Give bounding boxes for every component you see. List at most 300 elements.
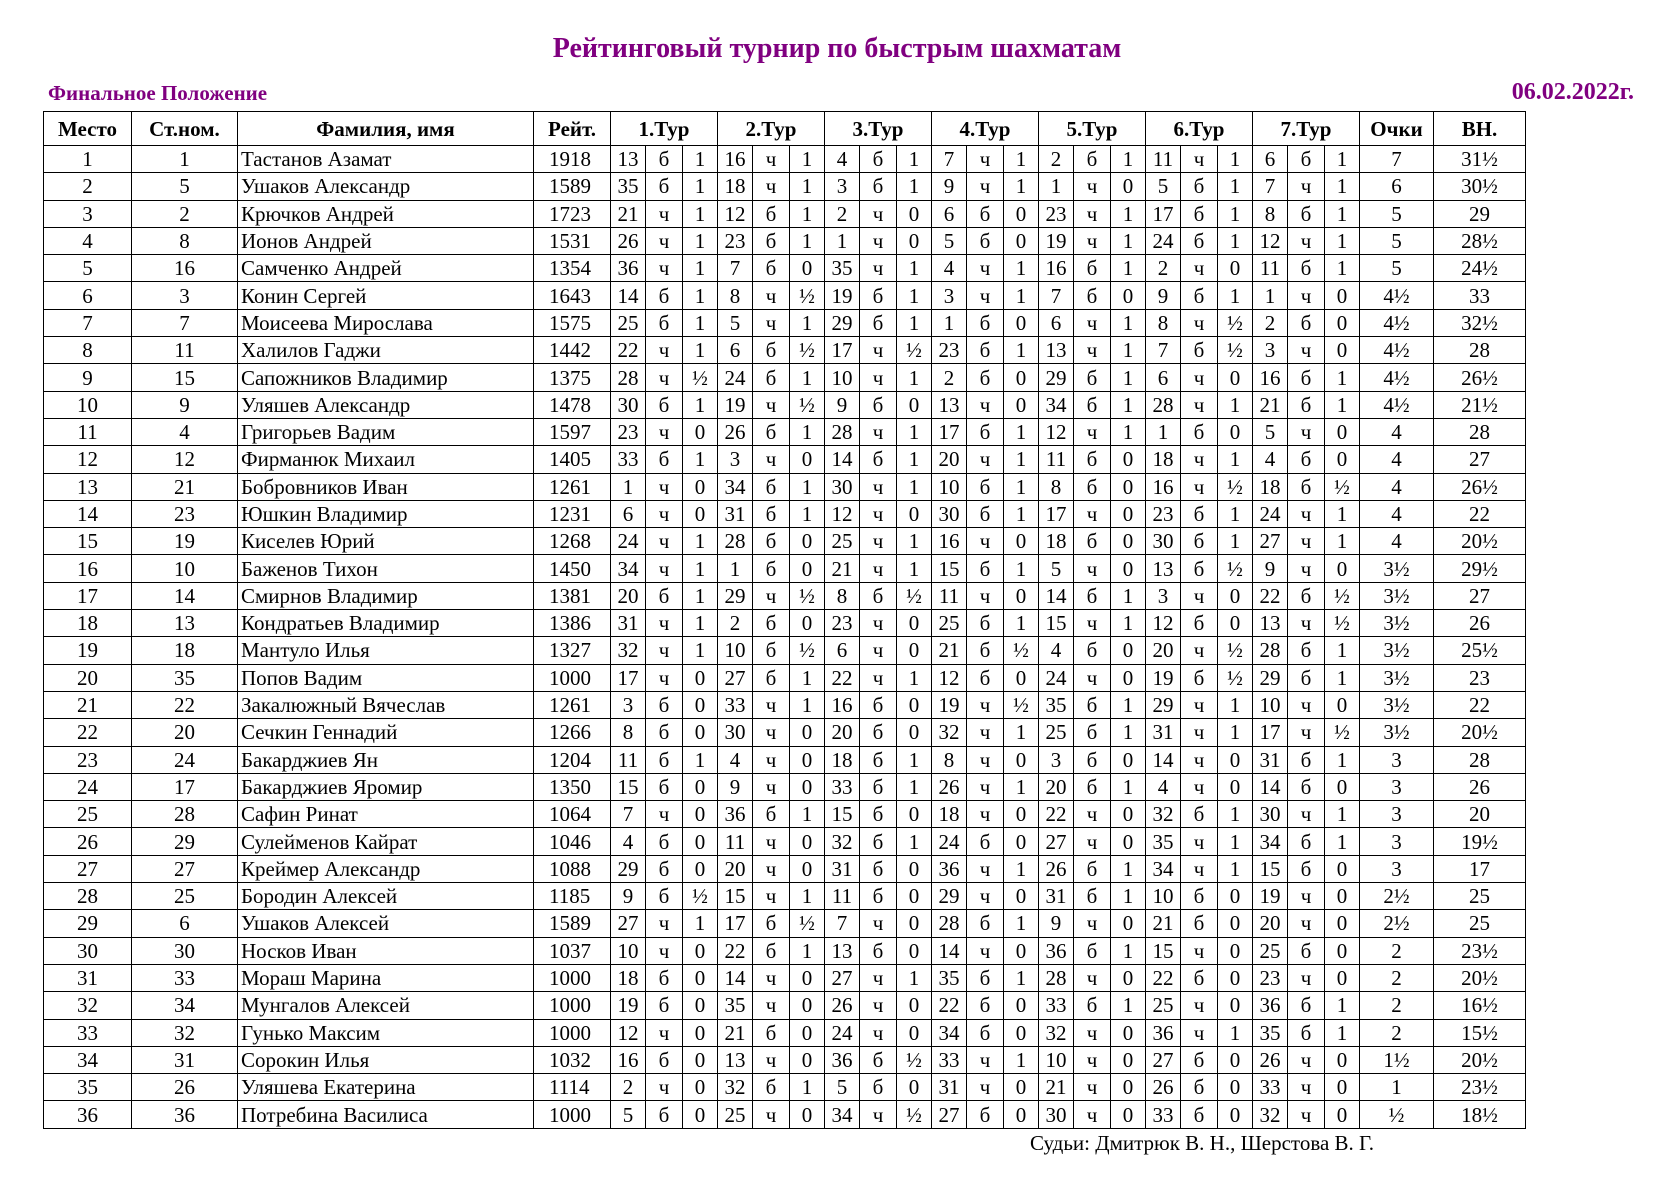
rating-cell: 1000 (534, 992, 611, 1019)
round-2-opponent-cell: 13 (718, 1046, 753, 1073)
round-3-color-cell: ч (860, 364, 897, 391)
round-3-result-cell: 1 (897, 828, 932, 855)
round-1-color-cell: ч (646, 610, 683, 637)
round-7-opponent-cell: 24 (1253, 500, 1288, 527)
start-number-cell: 11 (132, 337, 238, 364)
round-6-color-cell: ч (1181, 828, 1218, 855)
round-6-opponent-cell: 35 (1146, 828, 1181, 855)
round-7-opponent-cell: 10 (1253, 691, 1288, 718)
place-cell: 3 (44, 200, 132, 227)
round-3-color-cell: б (860, 309, 897, 336)
round-3-opponent-cell: 20 (825, 719, 860, 746)
round-2-color-cell: ч (753, 582, 790, 609)
header-rating: Рейт. (534, 112, 611, 146)
round-6-result-cell: 1 (1218, 855, 1253, 882)
round-5-opponent-cell: 6 (1039, 309, 1074, 336)
round-6-opponent-cell: 22 (1146, 964, 1181, 991)
round-1-result-cell: 1 (683, 337, 718, 364)
round-3-opponent-cell: 35 (825, 255, 860, 282)
round-1-color-cell: ч (646, 255, 683, 282)
round-4-opponent-cell: 8 (932, 746, 967, 773)
rating-cell: 1643 (534, 282, 611, 309)
points-cell: 4 (1360, 528, 1434, 555)
round-3-color-cell: б (860, 691, 897, 718)
round-1-color-cell: б (646, 309, 683, 336)
table-row (44, 719, 1526, 746)
round-4-result-cell: ½ (1004, 637, 1039, 664)
round-4-opponent-cell: 31 (932, 1074, 967, 1101)
round-1-result-cell: 0 (683, 719, 718, 746)
round-7-result-cell: 0 (1325, 883, 1360, 910)
table-row (44, 801, 1526, 828)
table-row (44, 773, 1526, 800)
round-7-opponent-cell: 7 (1253, 173, 1288, 200)
round-3-opponent-cell: 8 (825, 582, 860, 609)
round-4-result-cell: 0 (1004, 227, 1039, 254)
round-4-result-cell: 0 (1004, 364, 1039, 391)
round-2-color-cell: б (753, 937, 790, 964)
round-3-result-cell: 1 (897, 473, 932, 500)
round-6-opponent-cell: 9 (1146, 282, 1181, 309)
round-4-color-cell: ч (967, 391, 1004, 418)
round-4-opponent-cell: 28 (932, 910, 967, 937)
player-name-cell: Бородин Алексей (238, 883, 534, 910)
round-2-result-cell: 0 (790, 555, 825, 582)
round-2-result-cell: 1 (790, 418, 825, 445)
round-5-color-cell: б (1074, 473, 1111, 500)
round-5-color-cell: б (1074, 855, 1111, 882)
round-2-color-cell: б (753, 473, 790, 500)
round-1-opponent-cell: 9 (611, 883, 646, 910)
round-3-color-cell: ч (860, 418, 897, 445)
round-3-opponent-cell: 2 (825, 200, 860, 227)
round-5-result-cell: 1 (1111, 855, 1146, 882)
round-7-result-cell: ½ (1325, 582, 1360, 609)
round-4-result-cell: 1 (1004, 500, 1039, 527)
rating-cell: 1000 (534, 1019, 611, 1046)
round-4-color-cell: ч (967, 719, 1004, 746)
rating-cell: 1405 (534, 446, 611, 473)
player-name-cell: Потребина Василиса (238, 1101, 534, 1128)
place-cell: 16 (44, 555, 132, 582)
table-row (44, 418, 1526, 445)
round-3-result-cell: 0 (897, 610, 932, 637)
round-2-opponent-cell: 27 (718, 664, 753, 691)
round-7-opponent-cell: 20 (1253, 910, 1288, 937)
round-7-color-cell: ч (1288, 691, 1325, 718)
round-7-opponent-cell: 14 (1253, 773, 1288, 800)
place-cell: 6 (44, 282, 132, 309)
round-6-opponent-cell: 36 (1146, 1019, 1181, 1046)
round-3-result-cell: 1 (897, 746, 932, 773)
round-7-opponent-cell: 15 (1253, 855, 1288, 882)
round-4-opponent-cell: 35 (932, 964, 967, 991)
round-4-color-cell: б (967, 664, 1004, 691)
round-2-result-cell: 0 (790, 1101, 825, 1128)
round-6-result-cell: 1 (1218, 446, 1253, 473)
round-3-opponent-cell: 36 (825, 1046, 860, 1073)
place-cell: 9 (44, 364, 132, 391)
round-5-opponent-cell: 14 (1039, 582, 1074, 609)
round-2-result-cell: 0 (790, 255, 825, 282)
table-row (44, 964, 1526, 991)
round-4-color-cell: ч (967, 146, 1004, 173)
round-5-opponent-cell: 4 (1039, 637, 1074, 664)
place-cell: 13 (44, 473, 132, 500)
round-7-opponent-cell: 27 (1253, 528, 1288, 555)
round-3-color-cell: ч (860, 610, 897, 637)
rating-cell: 1450 (534, 555, 611, 582)
rating-cell: 1350 (534, 773, 611, 800)
round-7-color-cell: ч (1288, 1046, 1325, 1073)
round-5-color-cell: ч (1074, 500, 1111, 527)
round-3-result-cell: 1 (897, 528, 932, 555)
round-7-color-cell: б (1288, 391, 1325, 418)
round-7-result-cell: 0 (1325, 910, 1360, 937)
round-2-opponent-cell: 4 (718, 746, 753, 773)
player-name-cell: Халилов Гаджи (238, 337, 534, 364)
round-3-color-cell: ч (860, 337, 897, 364)
round-7-opponent-cell: 2 (1253, 309, 1288, 336)
round-3-color-cell: б (860, 883, 897, 910)
start-number-cell: 33 (132, 964, 238, 991)
start-number-cell: 16 (132, 255, 238, 282)
round-5-result-cell: 0 (1111, 1101, 1146, 1128)
tiebreak-cell: 26½ (1434, 473, 1526, 500)
round-2-color-cell: ч (753, 883, 790, 910)
tiebreak-cell: 26 (1434, 610, 1526, 637)
rating-cell: 1231 (534, 500, 611, 527)
round-5-result-cell: 1 (1111, 773, 1146, 800)
round-1-opponent-cell: 27 (611, 910, 646, 937)
round-4-result-cell: ½ (1004, 691, 1039, 718)
round-4-result-cell: 0 (1004, 1019, 1039, 1046)
round-6-opponent-cell: 6 (1146, 364, 1181, 391)
round-4-opponent-cell: 5 (932, 227, 967, 254)
round-4-opponent-cell: 11 (932, 582, 967, 609)
round-3-color-cell: ч (860, 227, 897, 254)
round-1-result-cell: 0 (683, 691, 718, 718)
player-name-cell: Бакарджиев Яромир (238, 773, 534, 800)
round-3-result-cell: 0 (897, 200, 932, 227)
round-3-result-cell: 0 (897, 391, 932, 418)
round-6-opponent-cell: 20 (1146, 637, 1181, 664)
round-2-opponent-cell: 24 (718, 364, 753, 391)
table-row (44, 391, 1526, 418)
round-7-opponent-cell: 34 (1253, 828, 1288, 855)
points-cell: 2½ (1360, 910, 1434, 937)
round-7-result-cell: 1 (1325, 391, 1360, 418)
player-name-cell: Бобровников Иван (238, 473, 534, 500)
round-4-result-cell: 0 (1004, 746, 1039, 773)
round-5-color-cell: б (1074, 528, 1111, 555)
round-6-opponent-cell: 30 (1146, 528, 1181, 555)
round-4-color-cell: б (967, 637, 1004, 664)
round-3-result-cell: 1 (897, 446, 932, 473)
round-1-opponent-cell: 34 (611, 555, 646, 582)
points-cell: 3 (1360, 746, 1434, 773)
round-5-color-cell: ч (1074, 200, 1111, 227)
round-5-opponent-cell: 35 (1039, 691, 1074, 718)
round-1-result-cell: 0 (683, 1019, 718, 1046)
points-cell: 3½ (1360, 664, 1434, 691)
round-5-color-cell: ч (1074, 227, 1111, 254)
round-3-color-cell: б (860, 1074, 897, 1101)
points-cell: 3½ (1360, 719, 1434, 746)
round-7-color-cell: ч (1288, 555, 1325, 582)
round-4-color-cell: ч (967, 255, 1004, 282)
tiebreak-cell: 19½ (1434, 828, 1526, 855)
place-cell: 21 (44, 691, 132, 718)
round-1-result-cell: 1 (683, 255, 718, 282)
round-5-opponent-cell: 7 (1039, 282, 1074, 309)
round-2-result-cell: 0 (790, 446, 825, 473)
round-3-opponent-cell: 15 (825, 801, 860, 828)
round-5-color-cell: ч (1074, 1101, 1111, 1128)
tiebreak-cell: 28 (1434, 337, 1526, 364)
table-row (44, 1046, 1526, 1073)
round-2-opponent-cell: 8 (718, 282, 753, 309)
round-2-color-cell: б (753, 337, 790, 364)
round-2-color-cell: ч (753, 691, 790, 718)
tiebreak-cell: 28 (1434, 746, 1526, 773)
rating-cell: 1046 (534, 828, 611, 855)
round-2-opponent-cell: 10 (718, 637, 753, 664)
round-7-opponent-cell: 5 (1253, 418, 1288, 445)
round-6-opponent-cell: 33 (1146, 1101, 1181, 1128)
round-6-result-cell: 0 (1218, 364, 1253, 391)
round-1-opponent-cell: 14 (611, 282, 646, 309)
round-6-opponent-cell: 14 (1146, 746, 1181, 773)
round-3-color-cell: б (860, 828, 897, 855)
round-1-result-cell: 0 (683, 828, 718, 855)
tiebreak-cell: 29 (1434, 200, 1526, 227)
rating-cell: 1918 (534, 146, 611, 173)
table-row (44, 637, 1526, 664)
round-4-color-cell: б (967, 473, 1004, 500)
round-4-result-cell: 0 (1004, 1101, 1039, 1128)
round-3-result-cell: 1 (897, 364, 932, 391)
round-4-opponent-cell: 12 (932, 664, 967, 691)
player-name-cell: Уляшев Александр (238, 391, 534, 418)
round-1-opponent-cell: 7 (611, 801, 646, 828)
round-4-opponent-cell: 32 (932, 719, 967, 746)
round-1-color-cell: б (646, 773, 683, 800)
round-2-color-cell: ч (753, 828, 790, 855)
tiebreak-cell: 20½ (1434, 1046, 1526, 1073)
round-7-opponent-cell: 9 (1253, 555, 1288, 582)
rating-cell: 1589 (534, 910, 611, 937)
header-round-1: 1.Тур (611, 112, 718, 146)
round-6-color-cell: б (1181, 964, 1218, 991)
round-6-opponent-cell: 25 (1146, 992, 1181, 1019)
points-cell: 4 (1360, 446, 1434, 473)
round-6-color-cell: б (1181, 555, 1218, 582)
round-5-color-cell: б (1074, 146, 1111, 173)
round-5-opponent-cell: 33 (1039, 992, 1074, 1019)
round-6-result-cell: 0 (1218, 1046, 1253, 1073)
round-6-result-cell: 0 (1218, 746, 1253, 773)
round-3-color-cell: б (860, 801, 897, 828)
rating-cell: 1037 (534, 937, 611, 964)
round-7-opponent-cell: 13 (1253, 610, 1288, 637)
round-6-color-cell: ч (1181, 937, 1218, 964)
round-2-color-cell: б (753, 528, 790, 555)
round-4-color-cell: ч (967, 446, 1004, 473)
round-2-result-cell: 0 (790, 855, 825, 882)
round-7-opponent-cell: 4 (1253, 446, 1288, 473)
rating-cell: 1261 (534, 473, 611, 500)
header-start-number: Ст.ном. (132, 112, 238, 146)
round-7-color-cell: ч (1288, 964, 1325, 991)
round-2-result-cell: 0 (790, 828, 825, 855)
round-5-opponent-cell: 19 (1039, 227, 1074, 254)
table-row (44, 1019, 1526, 1046)
start-number-cell: 15 (132, 364, 238, 391)
round-6-opponent-cell: 1 (1146, 418, 1181, 445)
round-4-result-cell: 1 (1004, 282, 1039, 309)
player-name-cell: Креймер Александр (238, 855, 534, 882)
round-6-color-cell: б (1181, 1046, 1218, 1073)
points-cell: 1½ (1360, 1046, 1434, 1073)
round-3-result-cell: ½ (897, 582, 932, 609)
round-6-color-cell: ч (1181, 773, 1218, 800)
place-cell: 10 (44, 391, 132, 418)
round-4-opponent-cell: 15 (932, 555, 967, 582)
round-6-result-cell: 0 (1218, 964, 1253, 991)
round-4-result-cell: 0 (1004, 582, 1039, 609)
tiebreak-cell: 32½ (1434, 309, 1526, 336)
round-3-opponent-cell: 10 (825, 364, 860, 391)
round-4-color-cell: ч (967, 855, 1004, 882)
round-6-opponent-cell: 15 (1146, 937, 1181, 964)
round-1-color-cell: ч (646, 555, 683, 582)
round-6-result-cell: 1 (1218, 200, 1253, 227)
round-5-opponent-cell: 3 (1039, 746, 1074, 773)
round-4-color-cell: б (967, 555, 1004, 582)
start-number-cell: 8 (132, 227, 238, 254)
round-4-opponent-cell: 21 (932, 637, 967, 664)
round-2-opponent-cell: 14 (718, 964, 753, 991)
start-number-cell: 5 (132, 173, 238, 200)
points-cell: 4½ (1360, 309, 1434, 336)
place-cell: 15 (44, 528, 132, 555)
round-5-color-cell: б (1074, 364, 1111, 391)
round-2-opponent-cell: 20 (718, 855, 753, 882)
round-2-opponent-cell: 36 (718, 801, 753, 828)
round-2-result-cell: 1 (790, 691, 825, 718)
round-6-opponent-cell: 31 (1146, 719, 1181, 746)
place-cell: 26 (44, 828, 132, 855)
round-4-color-cell: б (967, 227, 1004, 254)
round-1-opponent-cell: 13 (611, 146, 646, 173)
round-4-result-cell: 0 (1004, 828, 1039, 855)
round-6-result-cell: 0 (1218, 610, 1253, 637)
tiebreak-cell: 24½ (1434, 255, 1526, 282)
start-number-cell: 7 (132, 309, 238, 336)
round-1-opponent-cell: 16 (611, 1046, 646, 1073)
round-3-opponent-cell: 4 (825, 146, 860, 173)
round-3-result-cell: ½ (897, 1101, 932, 1128)
place-cell: 14 (44, 500, 132, 527)
round-1-opponent-cell: 3 (611, 691, 646, 718)
round-7-result-cell: ½ (1325, 719, 1360, 746)
table-row (44, 500, 1526, 527)
round-7-opponent-cell: 30 (1253, 801, 1288, 828)
round-5-opponent-cell: 5 (1039, 555, 1074, 582)
round-7-result-cell: ½ (1325, 610, 1360, 637)
points-cell: 4½ (1360, 364, 1434, 391)
round-4-opponent-cell: 16 (932, 528, 967, 555)
start-number-cell: 19 (132, 528, 238, 555)
round-3-result-cell: 0 (897, 500, 932, 527)
round-2-result-cell: 1 (790, 801, 825, 828)
round-7-result-cell: 0 (1325, 1074, 1360, 1101)
points-cell: 4½ (1360, 282, 1434, 309)
points-cell: 3 (1360, 773, 1434, 800)
round-5-opponent-cell: 17 (1039, 500, 1074, 527)
start-number-cell: 13 (132, 610, 238, 637)
round-2-result-cell: 0 (790, 610, 825, 637)
round-1-color-cell: ч (646, 227, 683, 254)
round-4-color-cell: б (967, 500, 1004, 527)
tiebreak-cell: 20½ (1434, 719, 1526, 746)
round-2-result-cell: 1 (790, 364, 825, 391)
start-number-cell: 2 (132, 200, 238, 227)
round-4-opponent-cell: 19 (932, 691, 967, 718)
round-6-color-cell: ч (1181, 255, 1218, 282)
round-1-color-cell: ч (646, 418, 683, 445)
round-2-color-cell: ч (753, 391, 790, 418)
player-name-cell: Бакарджиев Ян (238, 746, 534, 773)
start-number-cell: 24 (132, 746, 238, 773)
round-5-opponent-cell: 26 (1039, 855, 1074, 882)
round-2-opponent-cell: 23 (718, 227, 753, 254)
round-5-result-cell: 1 (1111, 309, 1146, 336)
round-5-result-cell: 0 (1111, 446, 1146, 473)
place-cell: 30 (44, 937, 132, 964)
round-3-color-cell: ч (860, 1101, 897, 1128)
tiebreak-cell: 27 (1434, 582, 1526, 609)
round-2-color-cell: ч (753, 719, 790, 746)
table-row (44, 446, 1526, 473)
round-1-result-cell: 1 (683, 309, 718, 336)
player-name-cell: Ушаков Алексей (238, 910, 534, 937)
round-1-result-cell: ½ (683, 364, 718, 391)
round-4-color-cell: ч (967, 746, 1004, 773)
round-2-result-cell: 1 (790, 473, 825, 500)
round-6-opponent-cell: 4 (1146, 773, 1181, 800)
round-2-color-cell: б (753, 255, 790, 282)
round-6-result-cell: ½ (1218, 473, 1253, 500)
round-4-opponent-cell: 33 (932, 1046, 967, 1073)
round-5-color-cell: ч (1074, 664, 1111, 691)
place-cell: 27 (44, 855, 132, 882)
place-cell: 19 (44, 637, 132, 664)
round-3-result-cell: 0 (897, 855, 932, 882)
round-5-opponent-cell: 1 (1039, 173, 1074, 200)
player-name-cell: Крючков Андрей (238, 200, 534, 227)
round-7-color-cell: б (1288, 855, 1325, 882)
points-cell: 2 (1360, 1019, 1434, 1046)
tiebreak-cell: 20 (1434, 801, 1526, 828)
points-cell: ½ (1360, 1101, 1434, 1128)
round-6-result-cell: ½ (1218, 555, 1253, 582)
round-1-opponent-cell: 31 (611, 610, 646, 637)
round-1-color-cell: б (646, 828, 683, 855)
round-2-result-cell: 0 (790, 992, 825, 1019)
round-6-opponent-cell: 29 (1146, 691, 1181, 718)
